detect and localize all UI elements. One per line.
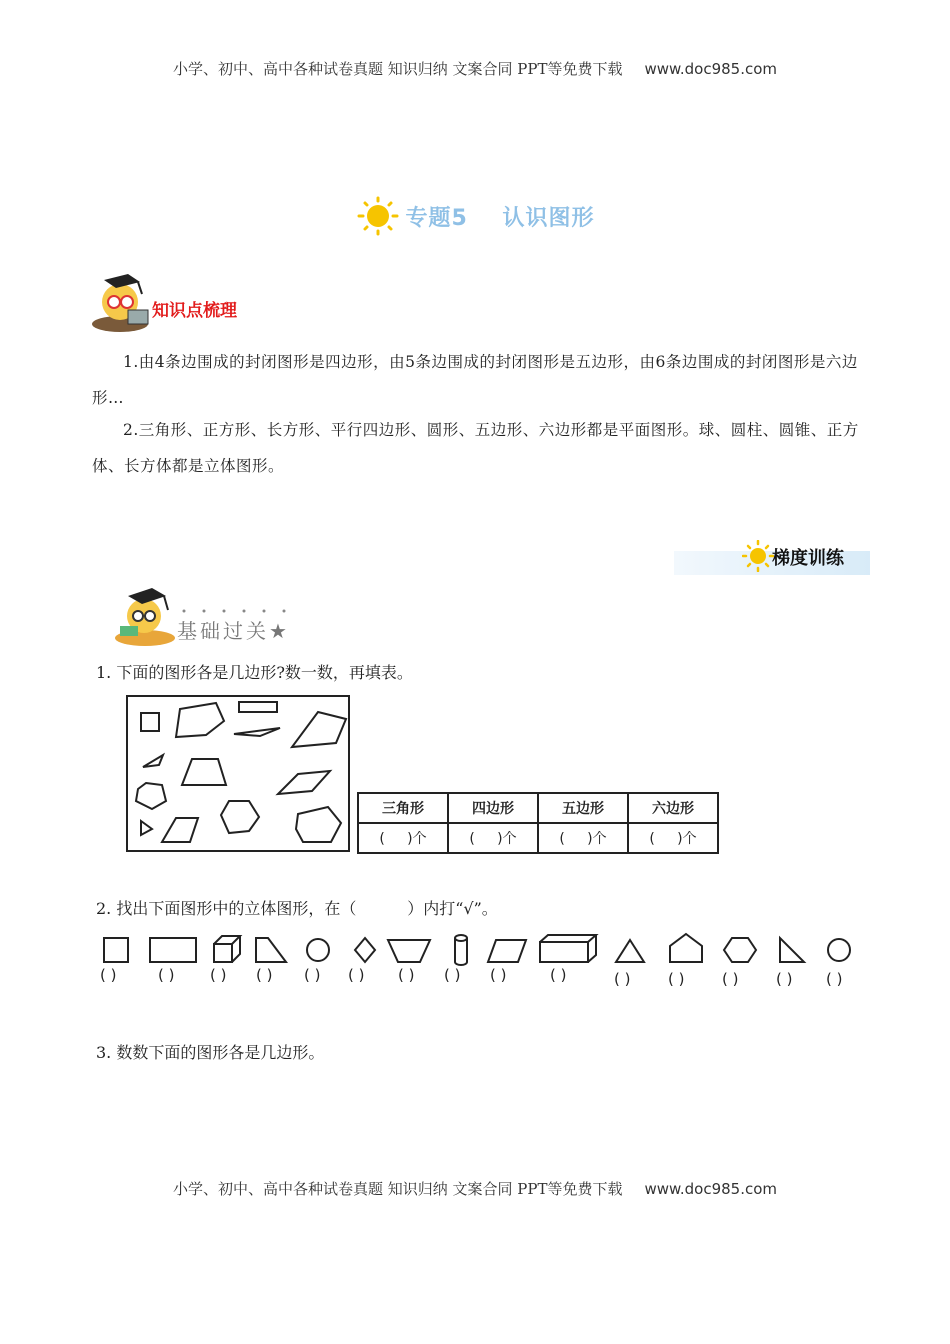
circle-shape [828, 939, 850, 961]
inverted-trapezoid-shape [388, 940, 430, 962]
table-header: 六边形 [628, 793, 718, 823]
answer-paren[interactable]: ( ) [100, 966, 117, 984]
triangle-shape [616, 940, 644, 962]
answer-paren[interactable]: ( ) [614, 970, 631, 988]
basic-level-label: 基础过关★ [177, 619, 290, 643]
answer-paren[interactable]: ( ) [210, 966, 227, 984]
rectangle-shape [150, 938, 196, 962]
hexagon-shape [221, 801, 259, 833]
circle-shape [307, 939, 329, 961]
table-row [358, 823, 718, 853]
square-shape [141, 713, 159, 731]
title-text: 专题5 认识图形 [405, 206, 595, 231]
table-header: 五边形 [538, 793, 628, 823]
page-title [0, 196, 950, 242]
footer-url[interactable]: www.doc985.com [644, 1180, 778, 1198]
hexagon-shape [724, 938, 756, 962]
knowledge-label: 知识点梳理 [152, 301, 237, 321]
shapes-frame [126, 695, 350, 852]
pentagon-shape [176, 703, 224, 737]
answer-paren[interactable]: ( ) [550, 966, 567, 984]
cylinder-shape [455, 935, 467, 965]
answer-cell[interactable]: ( )个 [538, 823, 628, 853]
answer-paren[interactable]: ( ) [776, 970, 793, 988]
rhombus-shape [355, 938, 375, 962]
sun-icon [356, 196, 400, 242]
hexagon-shape [136, 783, 166, 809]
header-text: 小学、初中、高中各种试卷真题 知识归纳 文案合同 PPT等免费下载 [172, 60, 623, 78]
right-triangle-shape [780, 938, 804, 962]
rectangle-shape [239, 702, 277, 712]
answer-paren[interactable]: ( ) [722, 970, 739, 988]
answer-paren[interactable]: ( ) [304, 966, 321, 984]
triangle-shape [143, 755, 163, 767]
rhombus-shape [234, 728, 280, 736]
sun-icon [742, 540, 774, 576]
footer-text: 小学、初中、高中各种试卷真题 知识归纳 文案合同 PPT等免费下载 [172, 1180, 623, 1198]
answer-paren[interactable]: ( ) [668, 970, 685, 988]
student-mascot-icon [90, 272, 154, 338]
answer-paren[interactable]: ( ) [444, 966, 461, 984]
table-header: 四边形 [448, 793, 538, 823]
question-3: 3. 数数下面的图形各是几边形。 [96, 1043, 325, 1062]
trapezoid-shape [162, 818, 198, 842]
student-mascot-icon [112, 586, 178, 652]
trapezoid-shape [256, 938, 286, 962]
trapezoid-shape [182, 759, 226, 785]
answer-paren[interactable]: ( ) [826, 970, 843, 988]
knowledge-point-1: 1.由4条边围成的封闭图形是四边形，由5条边围成的封闭图形是五边形，由6条边围成的封闭图形是六边形… [92, 353, 858, 407]
page-footer [0, 1178, 950, 1199]
table-header: 三角形 [358, 793, 448, 823]
triangle-shape [141, 821, 152, 835]
answer-cell[interactable]: ( )个 [628, 823, 718, 853]
parallelogram-shape [278, 771, 330, 794]
answer-paren[interactable]: ( ) [256, 966, 273, 984]
square-shape [104, 938, 128, 962]
hexagon-shape [296, 807, 341, 842]
pentagon-shape [670, 934, 702, 962]
answer-paren[interactable]: ( ) [348, 966, 365, 984]
answer-paren[interactable]: ( ) [490, 966, 507, 984]
answer-cell[interactable]: ( )个 [448, 823, 538, 853]
answer-paren[interactable]: ( ) [398, 966, 415, 984]
section-band-label: 梯度训练 [772, 548, 844, 569]
cuboid-shape [540, 935, 596, 962]
table-header-row [358, 793, 718, 823]
polygon-shapes [128, 697, 348, 850]
page-header [0, 58, 950, 79]
knowledge-point-2: 2.三角形、正方形、长方形、平行四边形、圆形、五边形、六边形都是平面图形。球、圆柱、圆锥、正方体、长方体都是立体图形。 [92, 421, 859, 475]
quadrilateral-shape [292, 712, 346, 747]
answer-cell[interactable]: ( )个 [358, 823, 448, 853]
parallelogram-shape [488, 940, 526, 962]
answer-paren[interactable]: ( ) [158, 966, 175, 984]
cube-shape [214, 936, 240, 962]
header-url[interactable]: www.doc985.com [644, 60, 778, 78]
question-1: 1. 下面的图形各是几边形?数一数，再填表。 [96, 663, 413, 682]
question-2: 2. 找出下面图形中的立体图形，在（ ）内打“√”。 [96, 899, 498, 918]
count-table [357, 792, 719, 854]
